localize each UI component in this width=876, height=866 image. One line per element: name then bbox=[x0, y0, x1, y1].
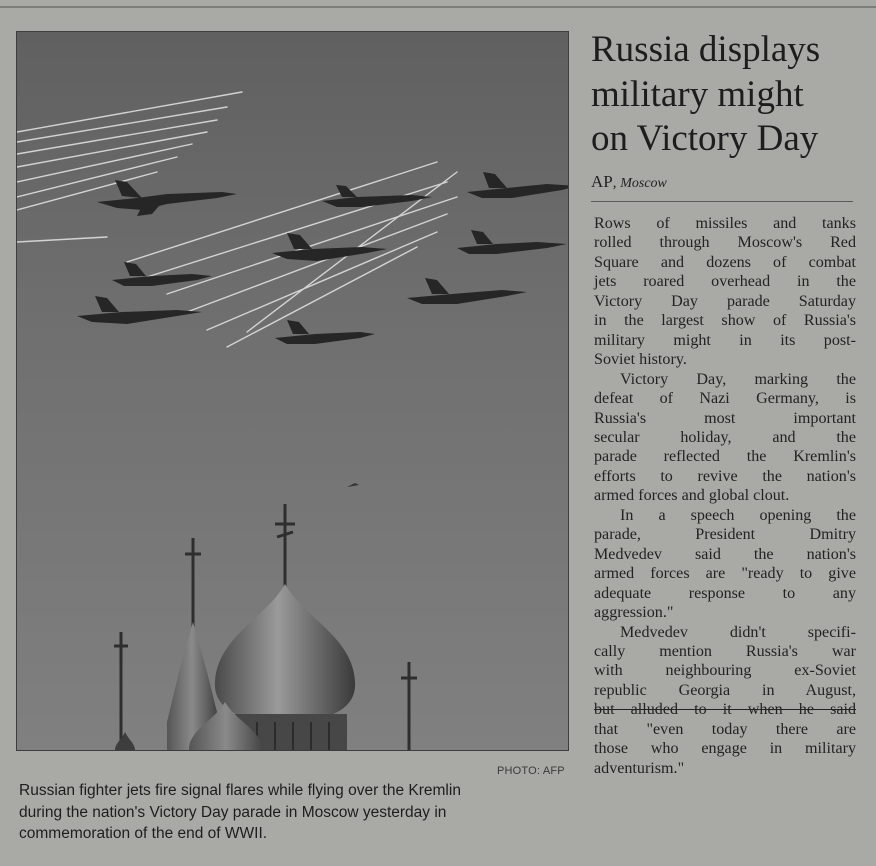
body-line: Soviet history. bbox=[594, 351, 687, 369]
body-line: rolled through Moscow's Red bbox=[594, 234, 856, 252]
paragraph-3 bbox=[594, 506, 856, 623]
article-body bbox=[594, 214, 856, 778]
paragraph-2 bbox=[594, 370, 856, 506]
body-line: armed forces and global clout. bbox=[594, 487, 790, 505]
body-line: Medvedev said the nation's bbox=[594, 545, 856, 563]
headline-line: on Victory Day bbox=[591, 118, 819, 159]
body-line: aggression." bbox=[594, 604, 674, 622]
headline-line: military might bbox=[591, 73, 804, 115]
top-rule bbox=[0, 6, 876, 8]
body-line: adventurism." bbox=[594, 759, 685, 777]
fighter-jets-over-kremlin-photo bbox=[17, 32, 568, 750]
caption-line: commemoration of the end of WWII. bbox=[19, 825, 268, 842]
body-line: armed forces are "ready to give bbox=[594, 565, 856, 583]
body-line: with neighbouring ex-Soviet bbox=[594, 662, 856, 680]
caption-line: Russian fighter jets fire signal flares while flying over the Kremlin bbox=[19, 782, 461, 799]
body-line: adequate response to any bbox=[594, 584, 856, 602]
body-line: efforts to revive the nation's bbox=[594, 467, 856, 485]
byline-separator: , bbox=[612, 175, 617, 191]
photo-credit: PHOTO: AFP bbox=[497, 765, 565, 777]
body-line: Rows of missiles and tanks bbox=[594, 215, 856, 232]
body-line: in the largest show of Russia's bbox=[594, 312, 856, 330]
body-line: secular holiday, and the bbox=[594, 428, 856, 446]
body-line: that "even today there are bbox=[594, 720, 856, 738]
body-line: Victory Day parade Saturday bbox=[594, 292, 856, 310]
byline-city: Moscow bbox=[620, 176, 667, 191]
body-line: parade, President Dmitry bbox=[594, 526, 856, 544]
body-line: Victory Day, marking the bbox=[620, 370, 856, 388]
body-line: cally mention Russia's war bbox=[594, 642, 856, 660]
body-line: Square and dozens of combat bbox=[594, 253, 856, 271]
headline-line: Russia displays bbox=[591, 29, 821, 70]
body-line: defeat of Nazi Germany, is bbox=[594, 390, 856, 408]
paragraph-4 bbox=[594, 623, 856, 779]
paragraph-1 bbox=[594, 214, 856, 370]
photo-caption bbox=[19, 780, 579, 845]
caption-line: during the nation's Victory Day parade in Moscow yesterday in bbox=[19, 803, 447, 821]
body-line: In a speech opening the bbox=[620, 506, 856, 524]
byline bbox=[591, 172, 853, 192]
article-headline bbox=[591, 28, 871, 162]
body-line: Russia's most important bbox=[594, 409, 856, 427]
body-line: Medvedev didn't specifi- bbox=[620, 623, 856, 641]
byline-agency: AP bbox=[591, 172, 613, 191]
body-line: but alluded to it when he said bbox=[594, 701, 856, 719]
body-line: military might in its post- bbox=[594, 331, 856, 349]
body-line: jets roared overhead in the bbox=[594, 273, 856, 291]
body-line: parade reflected the Kremlin's bbox=[594, 448, 856, 466]
news-photo bbox=[16, 31, 569, 751]
body-line: republic Georgia in August, bbox=[594, 681, 856, 699]
body-line: those who engage in military bbox=[594, 740, 856, 758]
byline-rule bbox=[591, 201, 853, 202]
